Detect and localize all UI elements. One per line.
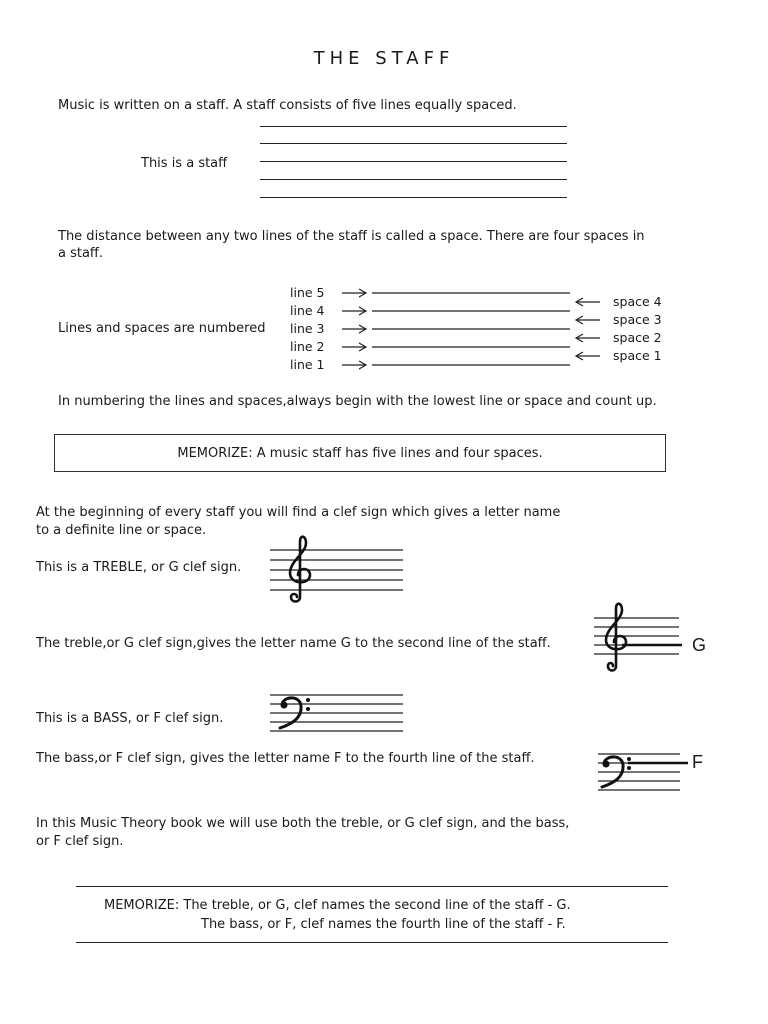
clef-intro-line-2: to a definite line or space. [36, 523, 207, 538]
line-3-label: line 3 [290, 321, 325, 336]
line-4-label: line 4 [290, 303, 325, 318]
line-2-label: line 2 [290, 339, 325, 354]
treble-staff [270, 535, 410, 605]
treble-label: This is a TREBLE, or G clef sign. [36, 560, 242, 575]
page-title: THE STAFF [313, 48, 455, 69]
space-2-label: space 2 [613, 330, 662, 345]
treble-clef-icon [290, 537, 310, 602]
memorize-text-2b: The bass, or F, clef names the fourth line of the staff - F. [201, 917, 566, 932]
line-5-label: line 5 [290, 285, 325, 300]
treble-description: The treble,or G clef sign,gives the letter name G to the second line of the staff. [36, 636, 551, 651]
space-4-label: space 4 [613, 294, 662, 309]
g-letter: G [692, 635, 707, 655]
space-3-label: space 3 [613, 312, 662, 327]
space-1-label: space 1 [613, 348, 662, 363]
f-letter: F [692, 752, 703, 772]
memorize-text-2a: MEMORIZE: The treble, or G, clef names the second line of the staff - G. [104, 898, 571, 913]
bass-staff [270, 690, 410, 740]
intro-text: Music is written on a staff. A staff consists of five lines equally spaced. [58, 98, 517, 113]
space-paragraph-line-1: The distance between any two lines of the staff is called a space. There are four spaces in [58, 229, 645, 244]
divider-bottom [76, 942, 668, 943]
divider-top [76, 886, 668, 887]
space-paragraph-line-2: a staff. [58, 246, 104, 261]
staff-label: This is a staff [141, 156, 228, 171]
clef-intro-line-1: At the beginning of every staff you will find a clef sign which gives a letter name [36, 505, 561, 520]
both-clefs-line-1: In this Music Theory book we will use both the treble, or G clef sign, and the bass, [36, 816, 570, 831]
arrow-icon [342, 289, 366, 369]
bass-label: This is a BASS, or F clef sign. [36, 711, 224, 726]
both-clefs-line-2: or F clef sign. [36, 834, 124, 849]
bass-description: The bass,or F clef sign, gives the letter name F to the fourth line of the staff. [36, 751, 535, 766]
line-1-label: line 1 [290, 357, 325, 372]
bass-f-staff [598, 748, 693, 798]
treble-clef-icon [606, 604, 626, 671]
numbering-note: In numbering the lines and spaces,always begin with the lowest line or space and count up. [58, 394, 657, 409]
arrow-icon [576, 298, 600, 360]
memorize-text-1: MEMORIZE: A music staff has five lines and four spaces. [177, 446, 543, 461]
treble-g-staff [594, 600, 684, 675]
numbered-label: Lines and spaces are numbered [58, 321, 266, 336]
